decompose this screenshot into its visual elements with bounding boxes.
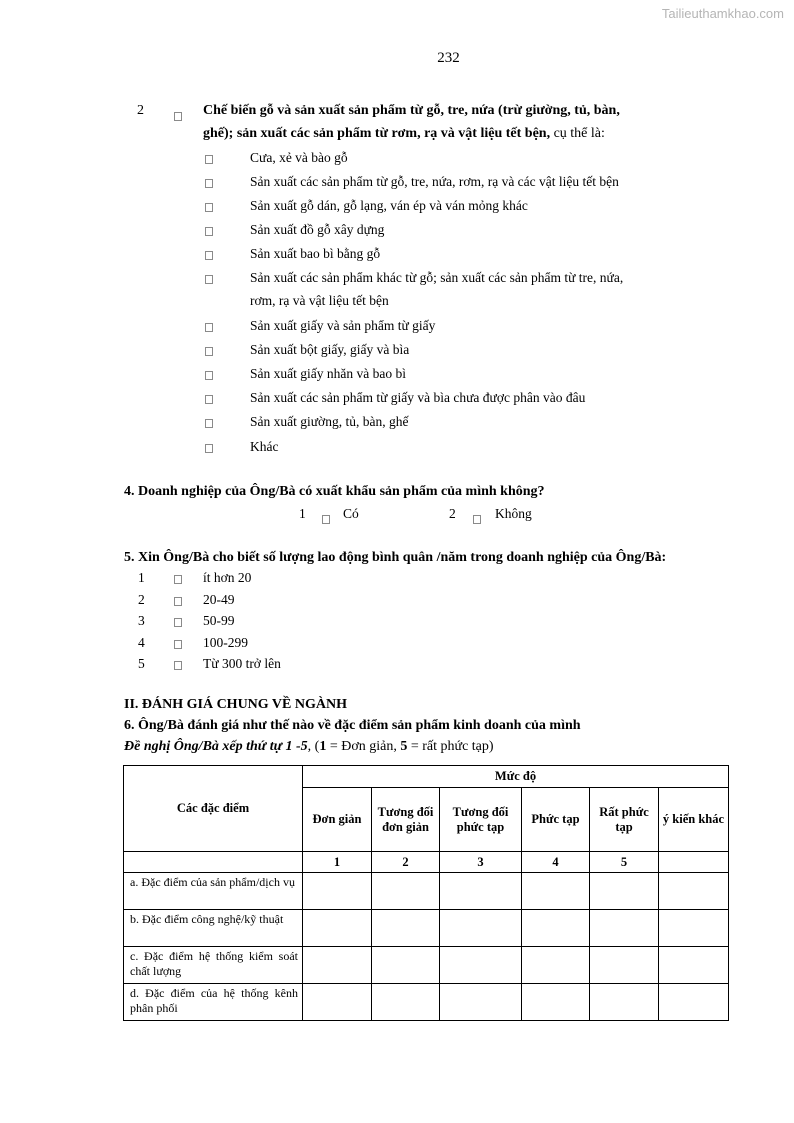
section-2-title-line1: Chế biến gỗ và sản xuất sản phẩm từ gỗ, tre, nứa (trừ giường, tủ, bàn, bbox=[203, 103, 620, 118]
feature-label: b. Đặc điểm công nghệ/kỹ thuật bbox=[124, 910, 303, 947]
rating-cell[interactable] bbox=[590, 873, 659, 910]
rating-cell[interactable] bbox=[303, 947, 372, 984]
level-col-header: Rất phức tạp bbox=[590, 788, 659, 852]
item-checkbox[interactable] bbox=[205, 323, 213, 332]
item-checkbox[interactable] bbox=[205, 251, 213, 260]
empty-cell bbox=[124, 852, 303, 873]
item-checkbox[interactable] bbox=[205, 444, 213, 453]
item-checkbox[interactable] bbox=[205, 179, 213, 188]
item-checkbox[interactable] bbox=[205, 203, 213, 212]
rating-cell[interactable] bbox=[522, 910, 590, 947]
evaluation-table bbox=[123, 765, 729, 1021]
rating-cell[interactable] bbox=[590, 947, 659, 984]
feature-label: d. Đặc điểm của hệ thống kênh phân phối bbox=[124, 984, 303, 1021]
rating-cell[interactable] bbox=[303, 984, 372, 1021]
feature-label: a. Đặc điểm của sản phẩm/dịch vụ bbox=[124, 873, 303, 910]
watermark: Tailieuthamkhao.com bbox=[661, 6, 784, 21]
q4-option-1-label: Có bbox=[343, 506, 359, 521]
rating-cell[interactable] bbox=[372, 910, 440, 947]
level-number: 4 bbox=[522, 852, 590, 873]
rating-cell[interactable] bbox=[440, 873, 522, 910]
rating-cell[interactable] bbox=[303, 910, 372, 947]
q5-checkbox[interactable] bbox=[174, 597, 182, 606]
q4-option-2-label: Không bbox=[495, 506, 532, 521]
item-checkbox[interactable] bbox=[205, 419, 213, 428]
question-6-instruction: Đề nghị Ông/Bà xếp thứ tự 1 -5, (1 = Đơn giản, 5 = rất phức tạp) bbox=[124, 739, 494, 754]
section-2-checkbox[interactable] bbox=[174, 108, 182, 126]
q5-checkbox[interactable] bbox=[174, 640, 182, 649]
rating-cell[interactable] bbox=[659, 984, 729, 1021]
empty-cell bbox=[659, 852, 729, 873]
q5-checkbox[interactable] bbox=[174, 575, 182, 584]
question-4: 4. Doanh nghiệp của Ông/Bà có xuất khẩu sản phẩm của mình không? bbox=[124, 484, 545, 499]
q5-checkbox[interactable] bbox=[174, 618, 182, 627]
rating-cell[interactable] bbox=[372, 984, 440, 1021]
rating-cell[interactable] bbox=[590, 910, 659, 947]
level-number: 1 bbox=[303, 852, 372, 873]
rating-cell[interactable] bbox=[659, 910, 729, 947]
level-number: 3 bbox=[440, 852, 522, 873]
level-col-header: ý kiến khác bbox=[659, 788, 729, 852]
question-5: 5. Xin Ông/Bà cho biết số lượng lao động bình quân /năm trong doanh nghiệp của Ông/Bà: bbox=[124, 550, 667, 565]
item-checkbox[interactable] bbox=[205, 275, 213, 284]
q4-option-1-checkbox[interactable] bbox=[322, 511, 330, 529]
table-row bbox=[124, 873, 729, 910]
rating-cell[interactable] bbox=[372, 947, 440, 984]
q5-checkbox[interactable] bbox=[174, 661, 182, 670]
page-number: 232 bbox=[437, 50, 460, 66]
table-row bbox=[124, 910, 729, 947]
level-col-header: Tương đối đơn giản bbox=[372, 788, 440, 852]
level-col-header: Tương đối phức tạp bbox=[440, 788, 522, 852]
rating-cell[interactable] bbox=[303, 873, 372, 910]
rating-cell[interactable] bbox=[522, 984, 590, 1021]
item-checkbox[interactable] bbox=[205, 347, 213, 356]
rating-cell[interactable] bbox=[440, 947, 522, 984]
feature-label: c. Đặc điểm hệ thống kiểm soát chất lượng bbox=[124, 947, 303, 984]
item-checkbox[interactable] bbox=[205, 395, 213, 404]
item-checkbox[interactable] bbox=[205, 155, 213, 164]
q4-option-2-number: 2 bbox=[449, 506, 456, 521]
rating-cell[interactable] bbox=[372, 873, 440, 910]
section-2-title-line2-normal: cụ thể là: bbox=[550, 126, 605, 141]
item-checkbox[interactable] bbox=[205, 227, 213, 236]
rating-cell[interactable] bbox=[440, 910, 522, 947]
level-col-header: Phức tạp bbox=[522, 788, 590, 852]
q4-option-1-number: 1 bbox=[299, 506, 306, 521]
features-header: Các đặc điểm bbox=[124, 766, 303, 852]
table-row bbox=[124, 947, 729, 984]
rating-cell[interactable] bbox=[522, 947, 590, 984]
rating-cell[interactable] bbox=[440, 984, 522, 1021]
rating-cell[interactable] bbox=[522, 873, 590, 910]
section-heading: II. ĐÁNH GIÁ CHUNG VỀ NGÀNH bbox=[124, 697, 347, 712]
level-header: Mức độ bbox=[303, 766, 729, 788]
section-2-title-line2-bold: ghế); sản xuất các sản phẩm từ rơm, rạ và vật liệu tết bện, bbox=[203, 126, 551, 141]
level-col-header: Đơn giản bbox=[303, 788, 372, 852]
rating-cell[interactable] bbox=[590, 984, 659, 1021]
section-2-title-line2 bbox=[203, 126, 605, 142]
table-row bbox=[124, 984, 729, 1021]
rating-cell[interactable] bbox=[659, 947, 729, 984]
level-number: 2 bbox=[372, 852, 440, 873]
q4-option-2-checkbox[interactable] bbox=[473, 511, 481, 529]
section-2-number: 2 bbox=[137, 103, 144, 118]
item-checkbox[interactable] bbox=[205, 371, 213, 380]
rating-cell[interactable] bbox=[659, 873, 729, 910]
question-6: 6. Ông/Bà đánh giá như thế nào về đặc điểm sản phẩm kinh doanh của mình bbox=[124, 718, 581, 733]
level-number: 5 bbox=[590, 852, 659, 873]
